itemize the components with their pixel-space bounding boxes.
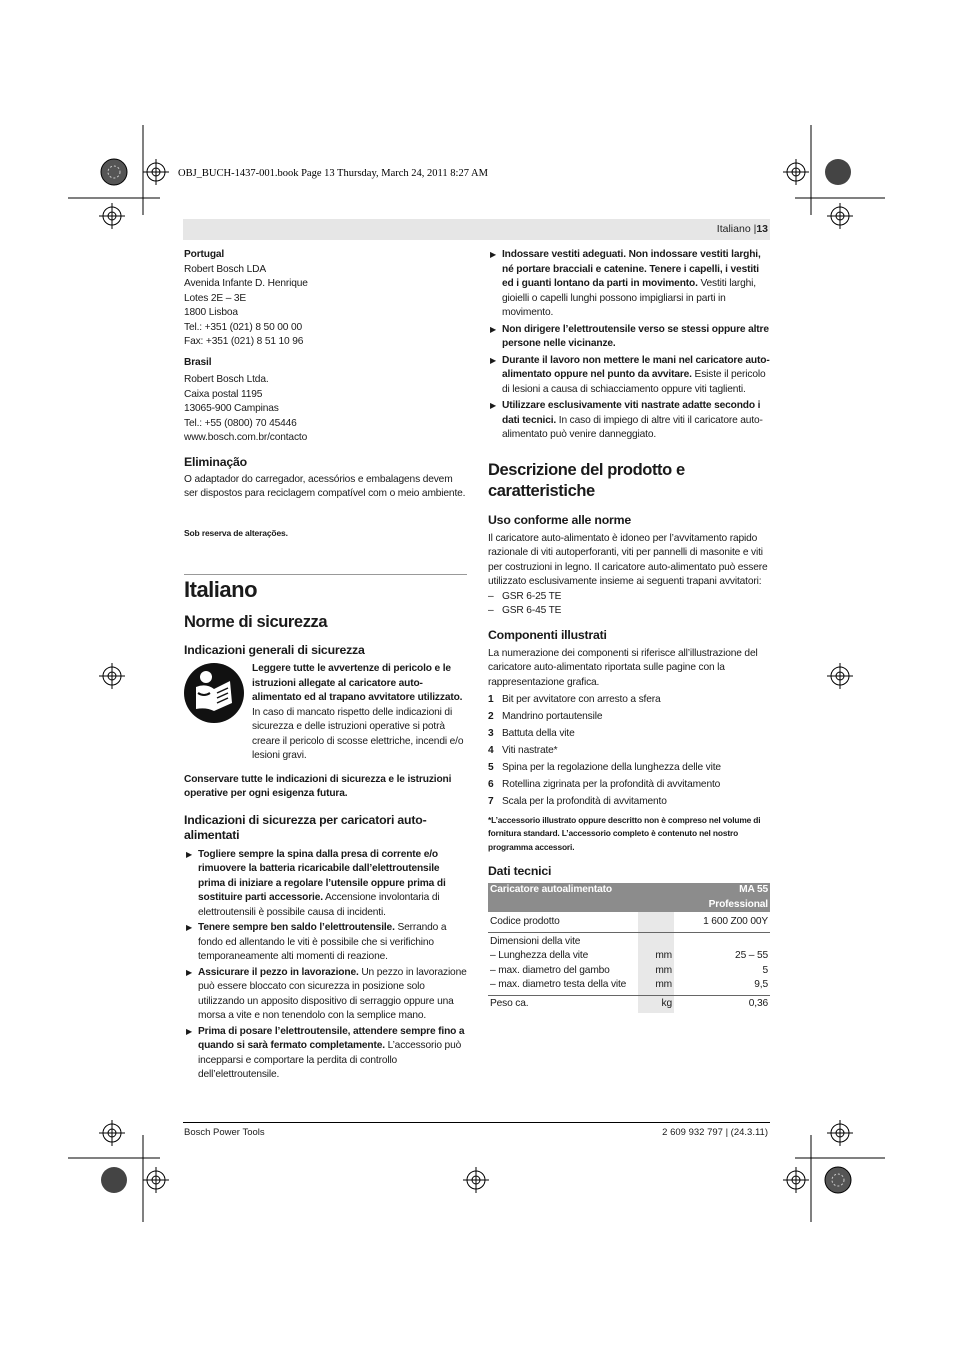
- table-row: Peso ca. kg 0,36: [488, 995, 770, 1013]
- footer-company: Bosch Power Tools: [184, 1127, 265, 1138]
- general-safety-block: [184, 662, 467, 764]
- portugal-line: Fax: +351 (021) 8 51 10 96: [184, 336, 304, 347]
- intended-use-text: Il caricatore auto-alimentato è idoneo per l’avvitamento rapido razionale di viti autoperforanti, viti per pannelli di masonite e viti per costruzioni in legno. Il caricatore auto-alimentato può essere utilizzato esclusivamente insieme ai seguenti trapani avvitatori:: [488, 532, 768, 587]
- component-item: 7 Scala per la profondità di avvitamento: [488, 796, 667, 807]
- right-column: [488, 248, 770, 1013]
- section-rule: [184, 574, 467, 575]
- safety-bullet: ▶ Assicurare il pezzo in lavorazione. Un pezzo in lavorazione può essere bloccato con sicurezza in posizione solo utilizzando un apposito dispositivo di serraggio oppure una morsa a vite e non tenendolo con la semplice mano.: [186, 966, 467, 1021]
- component-item: 3 Battuta della vite: [488, 728, 575, 739]
- components-text: La numerazione dei componenti si riferisce all’illustrazione del caricatore auto-alimentato riportata sulle pagine con la rappresentazione grafica.: [488, 647, 758, 688]
- tech-data-heading: Dati tecnici: [488, 864, 552, 878]
- page-header: [717, 223, 768, 235]
- table-header-row: [488, 883, 770, 912]
- description-heading: Descrizione del prodotto e caratteristiche: [488, 460, 685, 500]
- safety-bullet: ▶ Togliere sempre la spina dalla presa di corrente e/o rimuovere la batteria ricaricabile dall’elettroutensile prima di iniziare a regolare l’utensile oppure prima di sostituire parti accessorie. Accensione involontaria di elettroutensili è possibile causa di incidenti.: [186, 848, 446, 918]
- bullet-arrow-icon: ▶: [490, 324, 497, 334]
- general-safety-heading: Indicazioni generali di sicurezza: [184, 643, 365, 657]
- safety-bullet: ▶ Utilizzare esclusivamente viti nastrate adatte secondo i dati tecnici. In caso di impiego di altre viti il caricatore auto-alimentato può venire danneggiato.: [490, 400, 763, 440]
- brasil-title: Brasil: [184, 356, 212, 368]
- component-item: 6 Rotellina zigrinata per la profondità di avvitamento: [488, 779, 721, 790]
- portugal-line: Avenida Infante D. Henrique: [184, 278, 308, 289]
- brasil-link[interactable]: www.bosch.com.br/contacto: [184, 432, 308, 443]
- bullet-arrow-icon: ▶: [490, 355, 497, 365]
- general-safety-bold: Leggere tutte le avvertenze di pericolo e le istruzioni allegate al caricatore auto-alimentato ed al trapano avvitatore utilizzato.: [252, 663, 463, 703]
- bullet-arrow-icon: ▶: [490, 401, 497, 410]
- print-slug: OBJ_BUCH-1437-001.book Page 13 Thursday, March 24, 2011 8:27 AM: [178, 168, 488, 179]
- table-row: Codice prodotto 1 600 Z00 00Y: [488, 912, 770, 932]
- portugal-title: Portugal: [184, 249, 225, 260]
- portugal-line: Lotes 2E – 3E: [184, 292, 247, 304]
- left-column: [184, 248, 467, 1083]
- table-row: – max. diametro testa della vite mm 9,5: [488, 978, 770, 995]
- bullet-arrow-icon: ▶: [186, 967, 193, 977]
- portugal-line: Tel.: +351 (021) 8 50 00 00: [184, 321, 303, 333]
- table-row: Dimensioni della vite: [488, 932, 770, 949]
- header-language: Italiano: [716, 223, 751, 235]
- table-row: – Lunghezza della vite mm 25 – 55: [488, 949, 770, 964]
- components-heading: Componenti illustrati: [488, 627, 607, 642]
- portugal-line: 1800 Lisboa: [184, 307, 238, 318]
- footer-rule: [183, 1122, 770, 1123]
- table-header-model: MA 55 Professional: [674, 883, 770, 912]
- read-manual-icon: [184, 663, 244, 723]
- reserva-note: Sob reserva de alterações.: [184, 527, 288, 538]
- brasil-line: Robert Bosch Ltda.: [184, 374, 269, 385]
- component-item: 1 Bit per avvitatore con arresto a sfera: [488, 694, 661, 705]
- components-list: [488, 693, 770, 810]
- footer-doc-number: 2 609 932 797 | (24.3.11): [662, 1127, 768, 1138]
- norme-heading: Norme di sicurezza: [184, 613, 328, 631]
- tech-data-table: [488, 883, 770, 1013]
- compatible-tool: – GSR 6-25 TE: [488, 590, 562, 602]
- table-row: – max. diametro del gambo mm 5: [488, 964, 770, 979]
- brasil-line: Caixa postal 1195: [184, 388, 263, 400]
- portugal-line: Robert Bosch LDA: [184, 263, 266, 275]
- safety-bullet: ▶ Non dirigere l’elettroutensile verso se stessi oppure altre persone nelle vicinanze.: [490, 323, 769, 349]
- safety-bullet: ▶ Prima di posare l’elettroutensile, attendere sempre fino a quando si sarà fermato completamente. L’accessorio può incepparsi e comportare la perdita di controllo dell’elettroutensile.: [186, 1025, 465, 1080]
- charger-safety-list: [184, 848, 467, 1083]
- intended-use-heading: Uso conforme alle norme: [488, 512, 631, 527]
- brasil-line: 13065-900 Campinas: [184, 403, 279, 414]
- safety-bullet: ▶ Durante il lavoro non mettere le mani nel caricatore auto-alimentato oppure nel punto da avvitare. Esiste il pericolo di lesioni a causa di schiacciamento oppure viti taglienti.: [490, 354, 770, 395]
- eliminacao-heading: Eliminação: [184, 454, 247, 469]
- component-item: 2 Mandrino portautensile: [488, 711, 603, 722]
- italiano-title: Italiano: [184, 577, 258, 602]
- bullet-arrow-icon: ▶: [490, 250, 497, 259]
- page-number: 13: [756, 223, 768, 235]
- general-safety-text: In caso di mancato rispetto delle indicazioni di sicurezza e delle istruzioni operative si potrà creare il pericolo di scosse elettriche, incendi e/o lesioni gravi.: [252, 706, 464, 761]
- conservare-text: Conservare tutte le indicazioni di sicurezza e le istruzioni operative per ogni esigenza futura.: [184, 773, 452, 799]
- safety-bullet: ▶ Tenere sempre ben saldo l’elettroutensile. Serrando a fondo ed allentando le viti è possibile che si verifichino temporaneamente alti momenti di reazione.: [186, 922, 447, 962]
- table-header-label: Caricatore autoalimentato: [488, 883, 674, 912]
- bullet-arrow-icon: ▶: [186, 923, 193, 932]
- charger-safety-heading: Indicazioni di sicurezza per caricatori auto-alimentati: [184, 812, 427, 842]
- bullet-arrow-icon: ▶: [186, 1026, 193, 1036]
- compatible-tool: – GSR 6-45 TE: [488, 605, 562, 616]
- safety-bullet: ▶ Indossare vestiti adeguati. Non indossare vestiti larghi, né portare bracciali e catenine. Tenere i capelli, i vestiti ed i guanti lontano da parti in movimento. Vestiti larghi, gioielli o capelli lunghi possono impigliarsi in parti in movimento.: [490, 249, 761, 318]
- brasil-line: Tel.: +55 (0800) 70 45446: [184, 417, 297, 429]
- page-header-bar: [183, 219, 770, 240]
- component-item: 5 Spina per la regolazione della lunghezza delle vite: [488, 762, 721, 773]
- accessory-footnote: *L’accessorio illustrato oppure descritto non è compreso nel volume di fornitura standard. L’accessorio completo è contenuto nel nostro programma accessori.: [488, 814, 761, 852]
- component-item: 4 Viti nastrate*: [488, 745, 558, 756]
- bullet-arrow-icon: ▶: [186, 849, 193, 859]
- eliminacao-text: O adaptador do carregador, acessórios e embalagens devem ser dispostos para reciclagem compatível com o meio ambiente.: [184, 473, 466, 499]
- header-separator: |: [753, 223, 757, 235]
